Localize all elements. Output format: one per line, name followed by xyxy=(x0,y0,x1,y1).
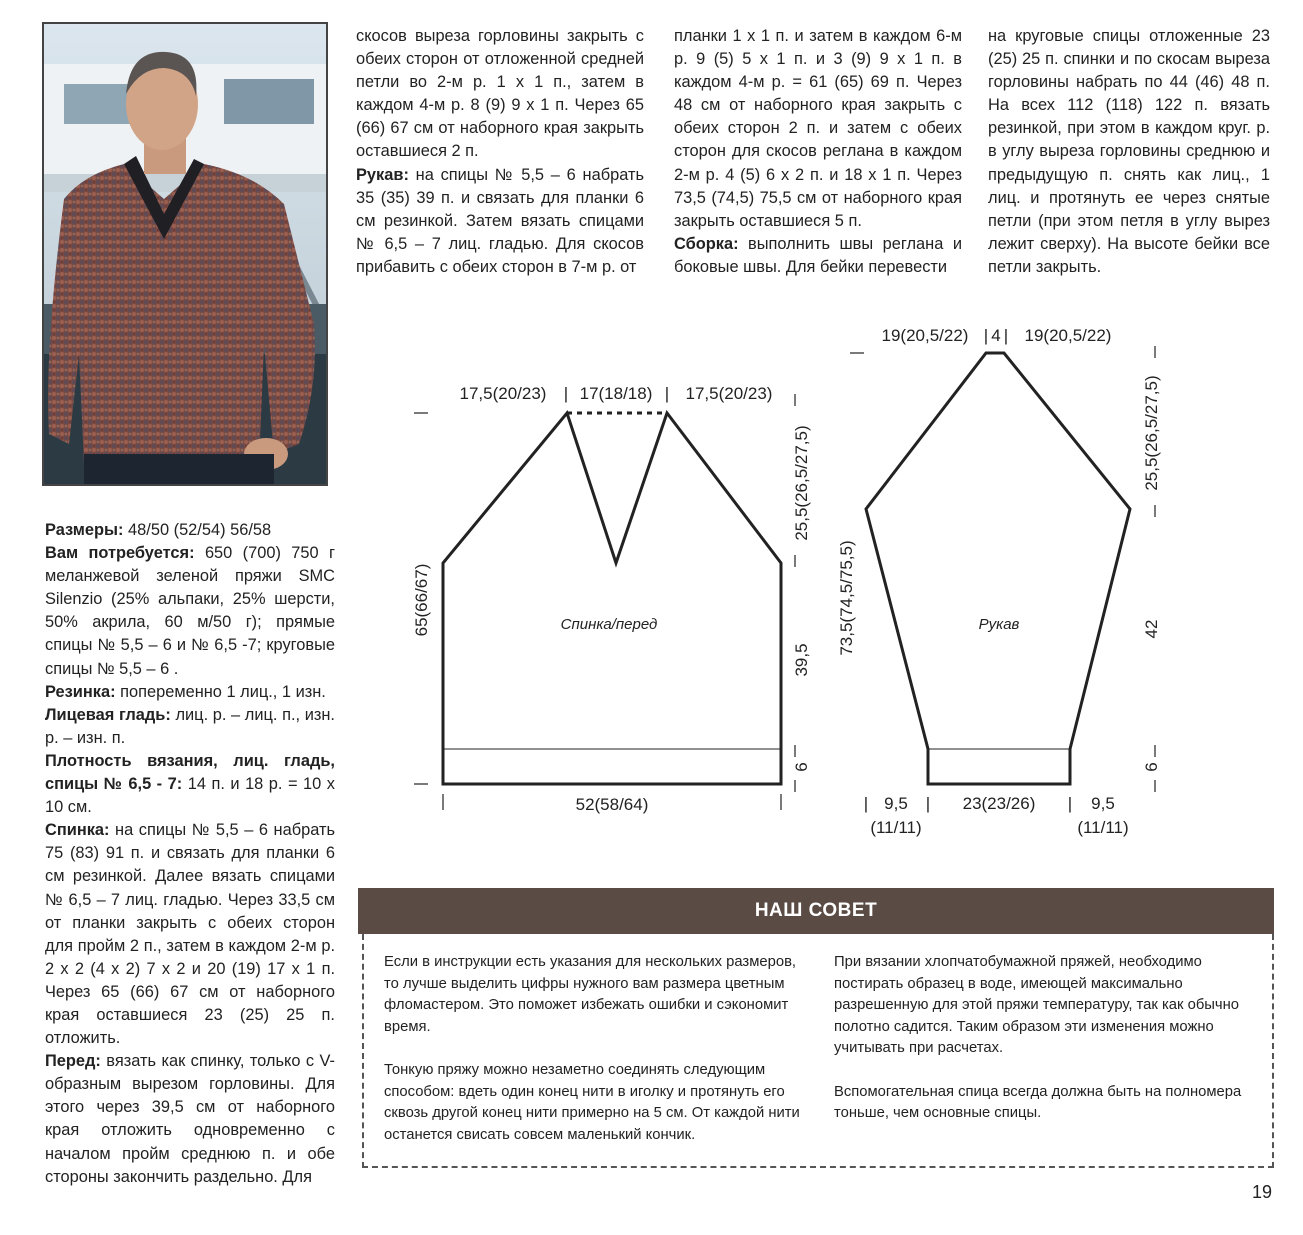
instructions-column-4 xyxy=(988,25,1270,279)
rib-label: Резинка: xyxy=(45,682,116,701)
sleeve-bottom-sep-2: | xyxy=(925,794,931,813)
sleeve-continued-paragraph: планки 1 x 1 п. и затем в каждом 6-м р. 9 (5) 5 x 1 п. и 3 (9) 9 x 1 п. в каждом 4-м р. = 61 (65) 69 п. Через 48 см от наборного края закрыть с обеих сторон 2 п. и затем с обеих сторон для скосов реглана в каждом 2-м р. 4 (5) 6 x 2 п. и 18 x 1 п. Через 73,5 (74,5) 75,5 см от наборного края закрыть оставшиеся 5 п. xyxy=(674,27,962,230)
sleeve-label: Рукав: xyxy=(356,165,409,184)
body-top-sep-2: | xyxy=(664,384,670,403)
stockinette-text: лиц. р. – лиц. п., изн. р. – изн. п. xyxy=(45,705,335,747)
schematic-drawing xyxy=(400,315,1230,845)
pattern-schematic xyxy=(400,315,1230,845)
back-paragraph xyxy=(45,819,335,1050)
sleeve-bottom-sep-1: | xyxy=(863,794,869,813)
tip-right-paragraph-2: Вспомогательная спица всегда должна быть на полномера тоньше, чем основные спицы. xyxy=(834,1083,1242,1121)
sleeve-raglan-dim: 25,5(26,5/27,5) xyxy=(1142,375,1161,491)
tip-left-column xyxy=(384,952,804,1168)
body-top-left-dim: 17,5(20/23) xyxy=(459,384,547,403)
sleeve-bottom-sep-3: | xyxy=(1067,794,1073,813)
sleeve-rib-dim: 6 xyxy=(1142,762,1161,772)
back-label: Спинка: xyxy=(45,821,110,840)
body-left-height-dim: 65(66/67) xyxy=(412,563,431,637)
body-piece-label: Спинка/перед xyxy=(560,616,658,633)
back-text: на спицы № 5,5 – 6 набрать 75 (83) 91 п. и связать для планки 6 см резинкой. Далее вязать спицами № 6,5 – 7 лиц. гладью. Через 33,5 см от планки закрыть с обеих сторон для пройм 2 п., затем в каждом 2-м р. 2 x 2 (4 x 2) 7 x 2 и 20 (19) 17 x 1 п. Через 65 (66) 67 см от наборного края оставшиеся 23 (25) 25 п. отложить. xyxy=(45,821,335,1048)
tip-body xyxy=(362,934,1274,1168)
materials-label: Вам потребуется: xyxy=(45,544,195,563)
sleeve-top-sep-1: | xyxy=(983,326,989,345)
tip-title: НАШ СОВЕТ xyxy=(358,888,1274,934)
body-outline xyxy=(443,413,781,784)
materials-paragraph xyxy=(45,542,335,681)
sleeve-top-sep-2: | xyxy=(1003,326,1009,345)
sleeve-bottom-left-dim: 9,5 xyxy=(884,794,908,813)
tip-left-paragraph-2: Тонкую пряжу можно незаметно соединять следующим способом: вдеть один конец нити в иголку и протянуть его сквозь другой конец нити примерно на 5 см. От каждой нити останется свисать совсем маленький кончик. xyxy=(384,1062,800,1143)
sleeve-text: на спицы № 5,5 – 6 набрать 35 (35) 39 п. и связать для планки 6 см резинкой. Затем вязать спицами № 6,5 – 7 лиц. гладью. Для скосов прибавить с обеих сторон в 7-м р. от xyxy=(356,165,644,276)
tip-right-paragraph-1: При вязании хлопчатобумажной пряжей, необходимо постирать образец в воде, имеющей максимально разрешенную для этой пряжи температуру, так как обычно полотно садится. Таким образом эти изменения можно учитывать при расчетах. xyxy=(834,954,1240,1056)
gauge-label: Плотность вязания, лиц. гладь, спицы № 6,5 - 7: xyxy=(45,751,335,794)
sweater-photo xyxy=(42,22,328,486)
gauge-text: 14 п. и 18 р. = 10 x 10 см. xyxy=(45,775,335,817)
tip-left-paragraph-1: Если в инструкции есть указания для нескольких размеров, то лучше выделить цифры нужного вам размера цветным фломастером. Это поможет избежать ошибки и сэкономит время. xyxy=(384,954,797,1035)
sizes-paragraph xyxy=(45,519,335,542)
body-armhole-dim: 25,5(26,5/27,5) xyxy=(792,425,811,541)
sleeve-left-height-dim: 73,5(74,5/75,5) xyxy=(837,540,856,656)
assembly-paragraph xyxy=(674,233,962,279)
instructions-column-3 xyxy=(674,25,962,279)
body-top-mid-dim: 17(18/18) xyxy=(579,384,653,403)
sleeve-piece-label: Рукав xyxy=(978,616,1020,633)
body-rib-dim: 6 xyxy=(792,762,811,772)
sleeve-bottom-left-dim-alt: (11/11) xyxy=(870,818,922,837)
front-text: вязать как спинку, только с V-образным вырезом горловины. Для этого через 39,5 см от наборного края отложить одновременно с началом пройм среднюю п. и обе стороны закончить раздельно. Для xyxy=(45,1052,335,1186)
rib-paragraph xyxy=(45,681,335,704)
sleeve-bottom-mid-dim: 23(23/26) xyxy=(962,794,1036,813)
front-label: Перед: xyxy=(45,1052,101,1071)
body-top-sep-1: | xyxy=(563,384,569,403)
assembly-label: Сборка: xyxy=(674,234,739,253)
sleeve-outline xyxy=(866,353,1130,784)
rib-text: попеременно 1 лиц., 1 изн. xyxy=(115,682,326,701)
tip-box xyxy=(358,888,1274,1168)
instructions-left-column xyxy=(45,519,335,1189)
neckband-paragraph: на круговые спицы отложенные 23 (25) 25 п. спинки и по скосам выреза горловины набрать по 44 (46) 48 п. На всех 112 (118) 122 п. вязать резинкой, при этом в каждом круг. р. в углу выреза горловины среднюю и предыдущую п. снять как лиц., 1 лиц. и протянуть ее через снятые петли (при этом петля в углу вырез лежит сверху). На высоте бейки все петли закрыть. xyxy=(988,27,1270,276)
instructions-column-2 xyxy=(356,25,644,279)
neckline-paragraph: скосов выреза горловины закрыть с обеих сторон от отложенной средней петли во 2-м р. 1 x 1 п., затем в каждом 4-м р. 8 (9) 9 x 1 п. Через 65 (66) 67 см от наборного края закрыть оставшиеся 2 п. xyxy=(356,27,644,161)
stockinette-paragraph xyxy=(45,704,335,750)
materials-text: 650 (700) 750 г меланжевой зеленой пряжи SMC Silenzio (25% альпаки, 25% шерсти, 50% акрила, 60 м/50 г); прямые спицы № 5,5 – 6 и № 6,5 -7; круговые спицы № 5,5 – 6 . xyxy=(45,544,336,678)
page-number: 19 xyxy=(1252,1182,1273,1202)
body-side-dim: 39,5 xyxy=(792,643,811,677)
sizes-label: Размеры: xyxy=(45,521,124,539)
sleeve-bottom-right-dim-alt: (11/11) xyxy=(1077,818,1129,837)
sweater-photo-illustration xyxy=(44,24,326,484)
stockinette-label: Лицевая гладь: xyxy=(45,705,171,724)
sleeve-top-left-dim: 19(20,5/22) xyxy=(881,326,969,345)
sleeve-top-mid-dim: 4 xyxy=(991,326,1001,345)
assembly-text: выполнить швы реглана и боковые швы. Для бейки перевести xyxy=(674,234,962,276)
front-paragraph xyxy=(45,1050,335,1189)
body-bottom-dim: 52(58/64) xyxy=(575,795,649,814)
sleeve-bottom-right-dim: 9,5 xyxy=(1091,794,1115,813)
sleeve-side-dim: 42 xyxy=(1142,619,1161,639)
gauge-paragraph xyxy=(45,750,335,819)
tip-right-column xyxy=(834,952,1264,1147)
sleeve-top-right-dim: 19(20,5/22) xyxy=(1024,326,1112,345)
sizes-text: 48/50 (52/54) 56/58 xyxy=(123,521,272,539)
body-top-right-dim: 17,5(20/23) xyxy=(685,384,773,403)
sleeve-paragraph xyxy=(356,164,644,279)
